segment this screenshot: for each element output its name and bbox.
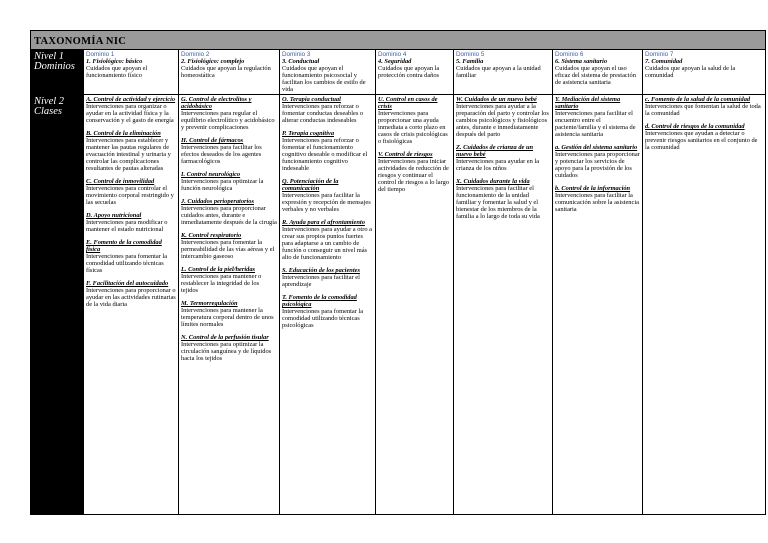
classes-cell [454, 95, 553, 515]
domain-cell [84, 50, 179, 95]
domain-desc: Cuidados que apoyan la salud de la comunidad [645, 65, 736, 79]
class-title: J. Cuidados perioperatorios [181, 198, 254, 205]
class-desc: Intervenciones para regular el equilibrio electrolítico y acidobásico y prevenir complicaciones [181, 110, 275, 131]
class-desc: Intervenciones para optimizar la función neurológica [181, 178, 264, 192]
class-desc: Intervenciones para proporcionar o ayudar en las actividades rutinarias de la vida diaria [86, 287, 176, 308]
class-desc: Intervenciones para ayudar a otro a crear sus propios puntos fuertes para adaptarse a un cambio de función o conseguir un nivel más alto de funcionamiento [282, 226, 372, 261]
domain-title: 6. Sistema sanitario [555, 58, 608, 65]
class-title: M. Termorregulación [181, 300, 238, 307]
class-title: a. Gestión del sistema sanitario [555, 144, 638, 151]
class-desc: Intervenciones para proporcionar cuidados antes, durante e inmediatamente después de la cirugía [181, 205, 277, 226]
domain-desc: Cuidados que apoyan la protección contra daños [378, 65, 440, 79]
class-title: T. Fomento de la comodidad psicológica [282, 294, 357, 308]
domain-name: Dominio 7 [645, 51, 674, 58]
class-title: H. Control de fármacos [181, 137, 244, 144]
domain-cell [553, 50, 643, 95]
class-title: P. Terapia cognitiva [282, 130, 335, 137]
domain-name: Dominio 3 [282, 51, 311, 58]
class-title: Y. Mediación del sistema sanitario [555, 96, 621, 110]
domain-desc: Cuidados que apoyan el funcionamiento psicosocial y facilitan los cambios de estilo de vida [282, 65, 366, 93]
class-title: I. Control neurológico [181, 171, 241, 178]
class-title: c. Fomento de la salud de la comunidad [645, 96, 751, 103]
domain-desc: Cuidados que apoyan el uso eficaz del sistema de prestación de asistencia sanitaria [555, 65, 636, 86]
level1-header: Nivel 1 Dominios [31, 50, 84, 95]
class-desc: Intervenciones para controlar el movimiento corporal restringido y las secuelas [86, 185, 174, 206]
class-desc: Intervenciones para facilitar la expresión y recepción de mensajes verbales y no verbales [282, 192, 371, 213]
class-entry [456, 96, 550, 138]
domain-cell [179, 50, 280, 95]
class-title: C. Control de inmovilidad [86, 178, 155, 185]
domain-name: Dominio 2 [181, 51, 210, 58]
classes-cell [553, 95, 643, 515]
class-desc: Intervenciones que ayudan a detectar o prevenir riesgos sanitarios en el conjunto de la comunidad [645, 130, 758, 151]
class-title: U. Control en casos de crisis [378, 96, 438, 110]
class-entry [181, 137, 277, 165]
class-title: V. Control de riesgos [378, 151, 433, 158]
class-entry [181, 198, 277, 226]
class-entry [86, 280, 176, 308]
class-desc: Intervenciones para fomentar la comodidad utilizando técnicas psicológicas [282, 308, 364, 329]
class-entry [86, 96, 176, 124]
nic-taxonomy-page [30, 30, 765, 543]
classes-cell [280, 95, 376, 515]
domain-cell [376, 50, 454, 95]
title-row [31, 31, 766, 50]
nic-taxonomy-table [30, 30, 766, 515]
class-entry [86, 178, 176, 206]
domain-title: 1. Fisiológico: básico [86, 58, 143, 65]
class-title: G. Control de electrolitos y acidobásico [181, 96, 252, 110]
class-desc: Intervenciones para facilitar el encuentro entre el paciente/familia y el sistema de asistencia sanitaria [555, 110, 636, 138]
domain-cell [643, 50, 766, 95]
class-title: A. Control de actividad y ejercicio [86, 96, 176, 103]
class-entry [181, 171, 277, 192]
class-desc: Intervenciones para proporcionar y potenciar los servicios de apoyo para la provisión de los cuidados [555, 151, 640, 179]
class-entry [282, 219, 373, 261]
table-title: TAXONOMÍA NIC [34, 36, 127, 47]
class-title: O. Terapia conductual [282, 96, 341, 103]
class-desc: Intervenciones para ayudar a la preparación del parto y controlar los cambios psicológicos y fisiológicos antes, durante e inmediatamente después del parto [456, 103, 549, 138]
class-entry [181, 266, 277, 294]
domain-name: Dominio 5 [456, 51, 485, 58]
class-title: F. Facilitación del autocuidado [86, 280, 169, 287]
class-title: L. Control de la piel/heridas [181, 266, 256, 273]
class-desc: Intervenciones para reforzar o fomentar conductas deseables o alterar conductas indeseables [282, 103, 364, 124]
class-desc: Intervenciones para mantener o restablecer la integridad de los tejidos [181, 273, 262, 294]
domain-title: 2. Fisiológico: complejo [181, 58, 245, 65]
class-desc: Intervenciones que fomentan la salud de toda la comunidad [645, 103, 761, 117]
title-cell [31, 31, 766, 50]
class-entry [282, 294, 373, 329]
class-entry [645, 96, 763, 117]
class-entry [86, 130, 176, 172]
class-desc: Intervenciones para optimizar la circulación sanguínea y de líquidos hacia los tejidos [181, 341, 272, 362]
class-title: N. Control de la perfusión tisular [181, 334, 269, 341]
domain-cell [280, 50, 376, 95]
domain-desc: Cuidados que apoyan el funcionamiento físico [86, 65, 148, 79]
classes-cell [179, 95, 280, 515]
class-desc: Intervenciones para fomentar la permeabilidad de las vías aéreas y el intercambio gaseoso [181, 239, 275, 260]
class-entry [555, 185, 640, 213]
class-title: D. Apoyo nutricional [86, 212, 142, 219]
domain-title: 7. Comunidad [645, 58, 683, 65]
class-entry [645, 123, 763, 151]
class-entry [282, 130, 373, 172]
domain-name: Dominio 6 [555, 51, 584, 58]
domain-name: Dominio 1 [86, 51, 115, 58]
domain-desc: Cuidados que apoyan a la unidad familiar [456, 65, 541, 79]
classes-row [31, 95, 766, 515]
class-entry [181, 300, 277, 328]
level2-header: Nivel 2 Clases [31, 95, 84, 515]
class-title: W. Cuidados de un nuevo bebé [456, 96, 537, 103]
class-entry [181, 96, 277, 131]
class-entry [86, 212, 176, 233]
class-title: R. Ayuda para el afrontamiento [282, 219, 365, 226]
class-desc: Intervenciones para facilitar el aprendizaje [282, 274, 360, 288]
class-desc: Intervenciones para establecer y mantener las pautas regulares de evacuación intestinal y urinaria y controlar las complicaciones resultantes de pautas alteradas [86, 137, 171, 172]
class-desc: Intervenciones para organizar o ayudar en la actividad física y la conservación y el gasto de energía [86, 103, 174, 124]
class-desc: Intervenciones para mantener la temperatura corporal dentro de unos límites normales [181, 307, 274, 328]
classes-cell [376, 95, 454, 515]
domain-title: 5. Familia [456, 58, 484, 65]
class-desc: Intervenciones para facilitar la comunicación sobre la asistencia sanitaria [555, 192, 639, 213]
class-entry [456, 144, 550, 172]
class-entry [86, 239, 176, 274]
class-entry [378, 151, 451, 193]
class-title: X. Cuidados durante la vida [456, 178, 530, 185]
class-desc: Intervenciones para reforzar o fomentar el funcionamiento cognitivo deseable o modificar el funcionamiento cognitivo indeseable [282, 137, 368, 172]
domains-row [31, 50, 766, 95]
domain-name: Dominio 4 [378, 51, 407, 58]
class-title: Z. Cuidados de crianza de un nuevo bebé [456, 144, 534, 158]
class-title: K. Control respiratorio [181, 232, 242, 239]
classes-cell [84, 95, 179, 515]
domain-desc: Cuidados que apoyan la regulación homeostática [181, 65, 271, 79]
class-entry [181, 334, 277, 362]
class-title: E. Fomento de la comodidad física [86, 239, 162, 253]
domain-cell [454, 50, 553, 95]
class-entry [282, 178, 373, 213]
class-title: d. Control de riesgos de la comunidad [645, 123, 745, 130]
class-desc: Intervenciones para ayudar en la crianza de los niños [456, 158, 540, 172]
class-desc: Intervenciones para iniciar actividades de reducción de riesgos y continuar el control de riesgos a lo largo del tiempo [378, 158, 450, 193]
domain-title: 4. Seguridad [378, 58, 412, 65]
class-title: Q. Potenciación de la comunicación [282, 178, 339, 192]
class-entry [378, 96, 451, 145]
class-title: b. Control de la información [555, 185, 631, 192]
class-entry [555, 144, 640, 179]
class-desc: Intervenciones para fomentar la comodidad utilizando técnicas físicas [86, 253, 168, 274]
class-desc: Intervenciones para facilitar el funcionamiento de la unidad familiar y fomentar la salud y el bienestar de los miembros de la familia a lo largo de toda su vida [456, 185, 540, 220]
class-entry [555, 96, 640, 138]
class-entry [181, 232, 277, 260]
class-entry [282, 267, 373, 288]
domain-title: 3. Conductual [282, 58, 320, 65]
class-desc: Intervenciones para proporcionar una ayuda inmediata a corto plazo en casos de crisis psicológicas o fisiológicas [378, 110, 448, 145]
class-desc: Intervenciones para modificar o mantener el estado nutricional [86, 219, 168, 233]
class-desc: Intervenciones para facilitar los efectos deseados de los agentes farmacológicos [181, 144, 262, 165]
class-entry [456, 178, 550, 220]
classes-cell [643, 95, 766, 515]
class-entry [282, 96, 373, 124]
class-title: S. Educación de los pacientes [282, 267, 360, 274]
class-title: B. Control de la eliminación [86, 130, 161, 137]
